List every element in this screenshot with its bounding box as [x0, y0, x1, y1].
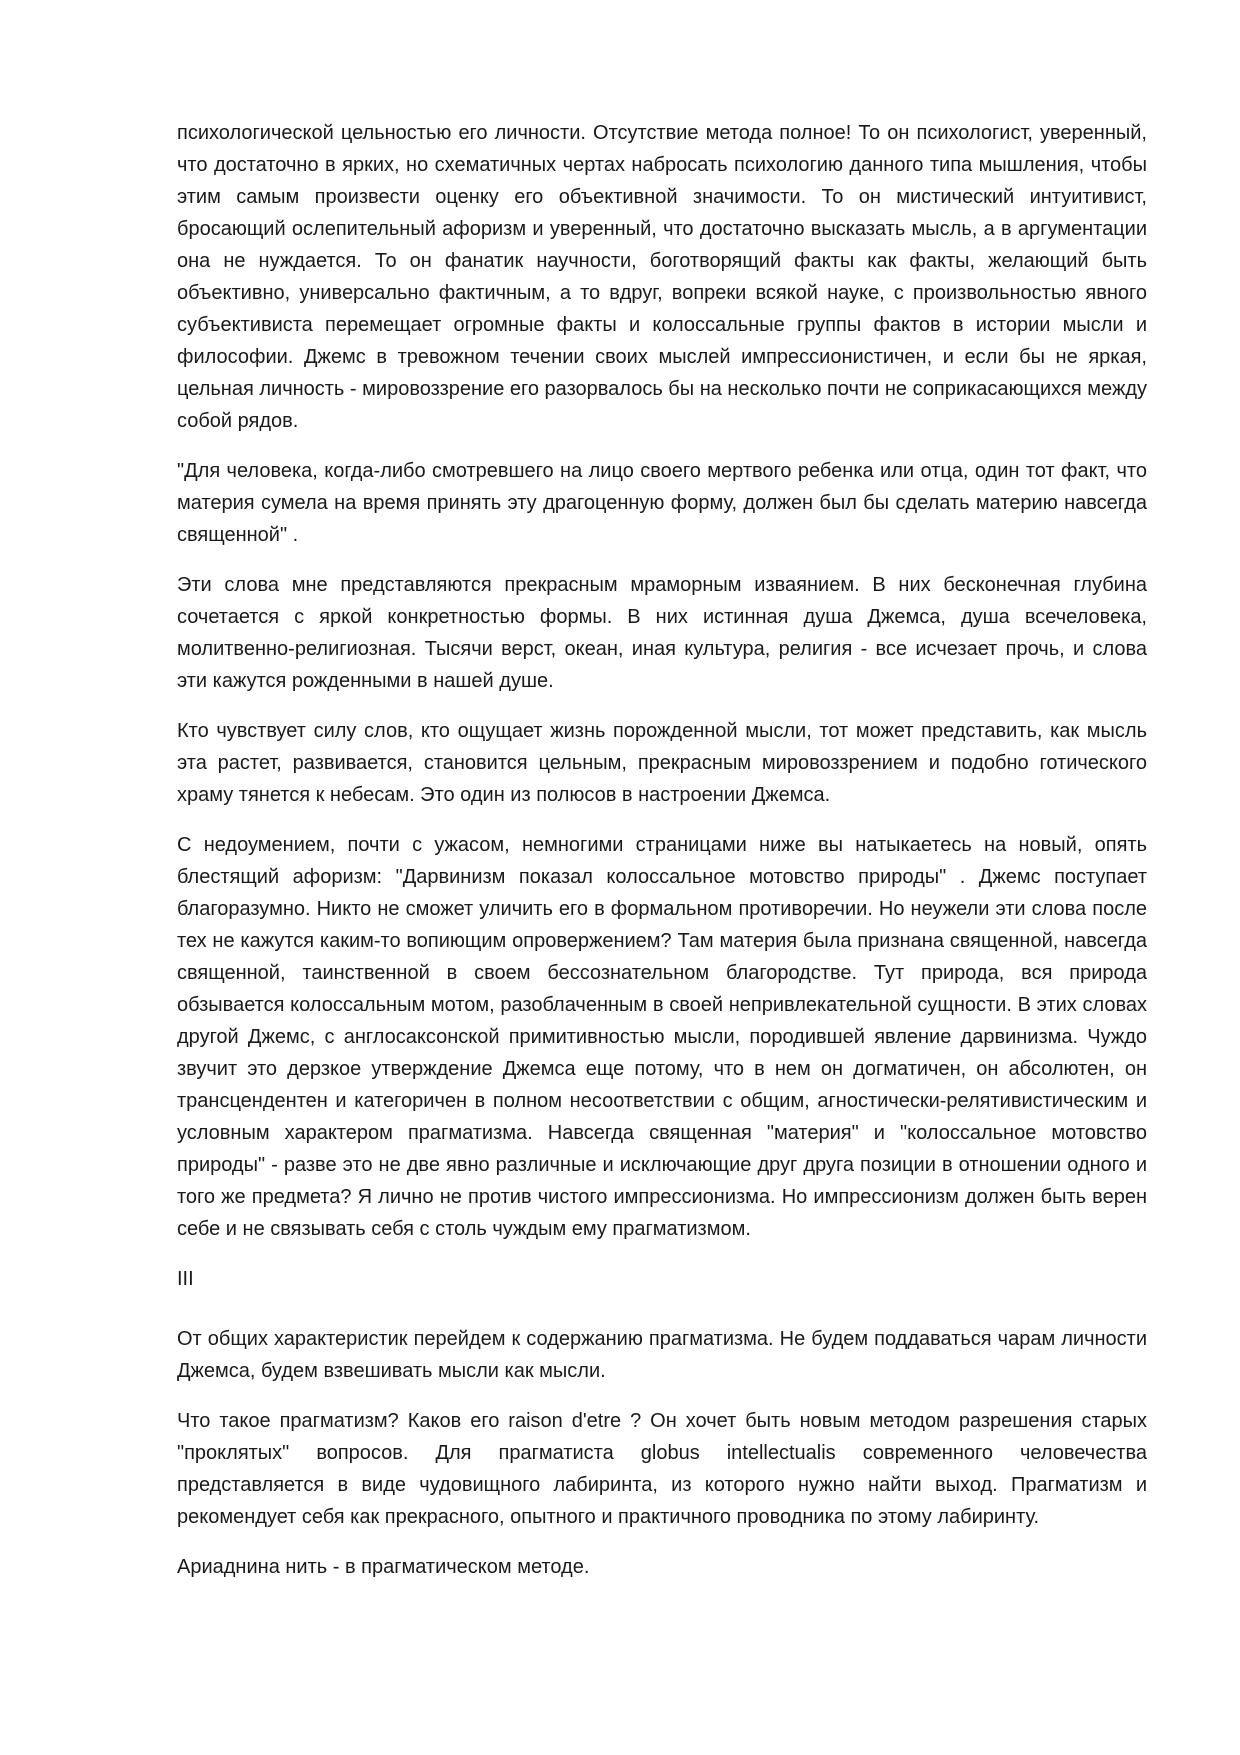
paragraph-content-of-pragmatism: От общих характеристик перейдем к содержанию прагматизма. Не будем поддаваться чарам личности Джемса, будем взвешивать мысли как мысли. — [177, 1328, 1147, 1382]
paragraph-ariadne-thread: Ариаднина нить - в прагматическом методе. — [177, 1556, 590, 1578]
paragraph-darwinism: С недоумением, почти с ужасом, немногими страницами ниже вы натыкаетесь на новый, опять блестящий афоризм: "Дарвинизм показал колоссальное мотовство природы" . Джемс поступает благоразумно. Никто не сможет уличить его в формальном противоречии. Но неужели эти слова после тех не кажутся каким-то вопиющим опровержением? Там материя была признана священной, навсегда священной, таинственной в своем бессознательном благородстве. Тут природа, вся природа обзывается колоссальным мотом, разоблаченным в своей непривлекательной сущности. В этих словах другой Джемс, с англосаксонской примитивностью мысли, породившей явление дарвинизма. Чуждо звучит это дерзкое утверждение Джемса еще потому, что в нем он догматичен, он абсолютен, он трансцендентен и категоричен в полном несоответствии с общим, агностически-релятивистическим и условным характером прагматизма. Навсегда священная "материя" и "колоссальное мотовство природы" - разве это не две явно различные и исключающие друг друга позиции в отношении одного и того же предмета? Я лично не против чистого импрессионизма. Но импрессионизм должен быть верен себе и не связывать себя с столь чуждым ему прагматизмом. — [177, 834, 1147, 1240]
document-page — [177, 117, 1147, 1601]
paragraph-method: психологической цельностью его личности. Отсутствие метода полное! То он психологист, уверенный, что достаточно в ярких, но схематичных чертах набросать психологию данного типа мышления, чтобы этим самым произвести оценку его объективной значимости. То он мистический интуитивист, бросающий ослепительный афоризм и уверенный, что достаточно высказать мысль, а в аргументации она не нуждается. То он фанатик научности, боготворящий факты как факты, желающий быть объективно, универсально фактичным, а то вдруг, вопреки всякой науке, с произвольностью явного субъективиста перемещает огромные факты и колоссальные группы фактов в истории мысли и философии. Джемс в тревожном течении своих мыслей импрессионистичен, и если бы не яркая, цельная личность - мировоззрение его разорвалось бы на несколько почти не соприкасающихся между собой рядов. — [177, 122, 1147, 432]
paragraph-what-is-pragmatism: Что такое прагматизм? Каков его raison d'etre ? Он хочет быть новым методом разрешения старых "проклятых" вопросов. Для прагматиста globus intellectualis современного человечества представляется в виде чудовищного лабиринта, из которого нужно найти выход. Прагматизм и рекомендует себя как прекрасного, опытного и практичного проводника по этому лабиринту. — [177, 1410, 1147, 1528]
paragraph-power-of-words: Кто чувствует силу слов, кто ощущает жизнь порожденной мысли, тот может представить, как мысль эта растет, развивается, становится цельным, прекрасным мировоззрением и подобно готического храму тянется к небесам. Это один из полюсов в настроении Джемса. — [177, 720, 1147, 806]
paragraph-quote-matter: "Для человека, когда-либо смотревшего на лицо своего мертвого ребенка или отца, один тот факт, что материя сумела на время принять эту драгоценную форму, должен был бы сделать материю навсегда священной" . — [177, 460, 1147, 546]
paragraph-marble-statue: Эти слова мне представляются прекрасным мраморным изваянием. В них бесконечная глубина сочетается с яркой конкретностью формы. В них истинная душа Джемса, душа всечеловека, молитвенно-религиозная. Тысячи верст, океан, иная культура, религия - все исчезает прочь, и слова эти кажутся рожденными в нашей душе. — [177, 574, 1147, 692]
section-heading: III — [177, 1268, 194, 1290]
